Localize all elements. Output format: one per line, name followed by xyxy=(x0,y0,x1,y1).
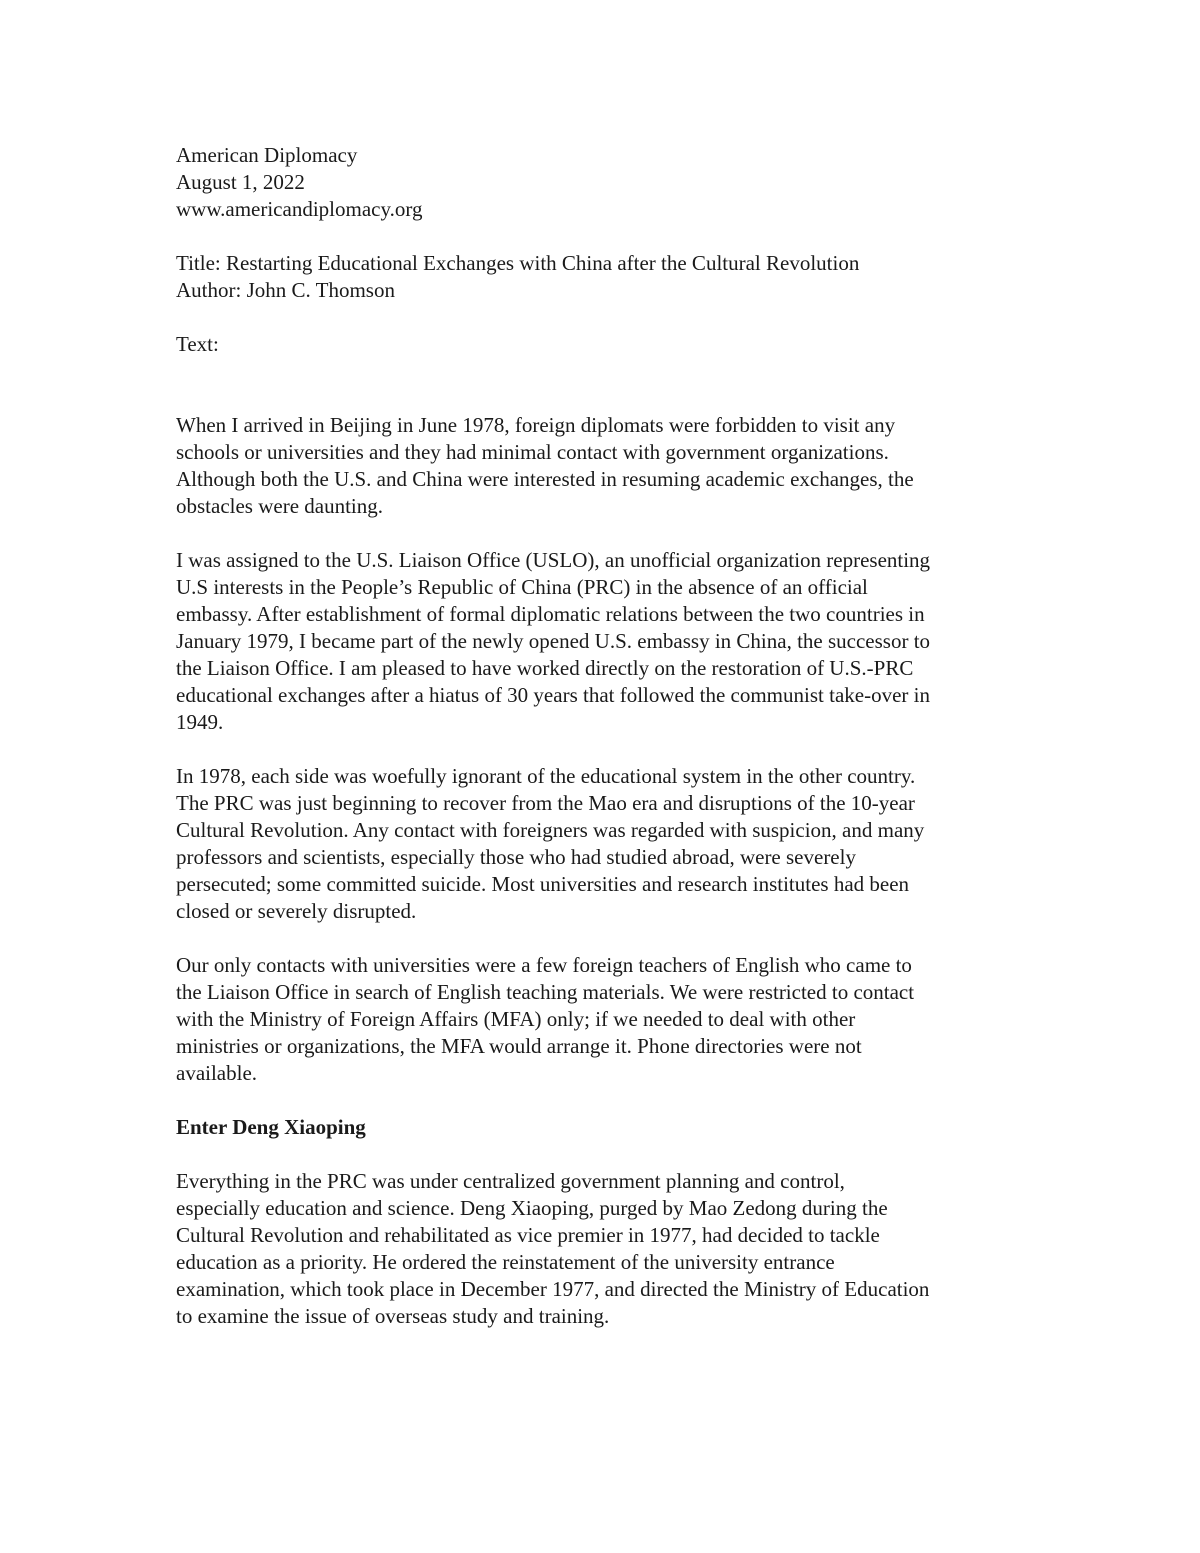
paragraph-line: In 1978, each side was woefully ignorant of the educational system in the other country. xyxy=(176,764,916,788)
paragraph-1 xyxy=(176,412,1036,520)
paragraph-line: the Liaison Office. I am pleased to have worked directly on the restoration of U.S.-PRC xyxy=(176,656,914,680)
paragraph-line: professors and scientists, especially those who had studied abroad, were severely xyxy=(176,845,856,869)
paragraph-line: with the Ministry of Foreign Affairs (MFA) only; if we needed to deal with other xyxy=(176,1007,856,1031)
paragraph-line: embassy. After establishment of formal diplomatic relations between the two countries in xyxy=(176,602,925,626)
paragraph-line: especially education and science. Deng Xiaoping, purged by Mao Zedong during the xyxy=(176,1196,888,1220)
paragraph-line: Cultural Revolution and rehabilitated as vice premier in 1977, had decided to tackle xyxy=(176,1223,880,1247)
text-label: Text: xyxy=(176,332,219,356)
paragraph-line: When I arrived in Beijing in June 1978, foreign diplomats were forbidden to visit any xyxy=(176,413,896,437)
paragraph-line: persecuted; some committed suicide. Most universities and research institutes had been xyxy=(176,872,910,896)
spacer xyxy=(176,304,1036,331)
spacer xyxy=(176,1087,1036,1114)
paragraph-line: available. xyxy=(176,1061,258,1085)
paragraph-line: Cultural Revolution. Any contact with foreigners was regarded with suspicion, and many xyxy=(176,818,925,842)
paragraph-line: 1949. xyxy=(176,710,224,734)
paragraph-line: education as a priority. He ordered the reinstatement of the university entrance xyxy=(176,1250,835,1274)
paragraph-3 xyxy=(176,763,1036,925)
paragraph-line: schools or universities and they had minimal contact with government organizations. xyxy=(176,440,889,464)
paragraph-line: examination, which took place in December 1977, and directed the Ministry of Education xyxy=(176,1277,930,1301)
paragraph-4 xyxy=(176,952,1036,1087)
spacer xyxy=(176,358,1036,412)
paragraph-line: educational exchanges after a hiatus of 30 years that followed the communist take-over in xyxy=(176,683,930,707)
paragraph-line: I was assigned to the U.S. Liaison Office (USLO), an unofficial organization representing xyxy=(176,548,931,572)
meta-block xyxy=(176,250,1036,304)
paragraph-line: U.S interests in the People’s Republic of China (PRC) in the absence of an official xyxy=(176,575,868,599)
section-heading: Enter Deng Xiaoping xyxy=(176,1115,366,1139)
paragraph-line: The PRC was just beginning to recover from the Mao era and disruptions of the 10-year xyxy=(176,791,915,815)
paragraph-line: to examine the issue of overseas study and training. xyxy=(176,1304,610,1328)
paragraph-line: Our only contacts with universities were a few foreign teachers of English who came to xyxy=(176,953,912,977)
publication-date: August 1, 2022 xyxy=(176,170,305,194)
paragraph-5 xyxy=(176,1168,1036,1330)
article-author: Author: John C. Thomson xyxy=(176,278,395,302)
paragraph-line: Everything in the PRC was under centralized government planning and control, xyxy=(176,1169,845,1193)
header-block xyxy=(176,142,1036,223)
paragraph-line: January 1979, I became part of the newly opened U.S. embassy in China, the successor to xyxy=(176,629,931,653)
paragraph-line: Although both the U.S. and China were interested in resuming academic exchanges, the xyxy=(176,467,914,491)
spacer xyxy=(176,736,1036,763)
spacer xyxy=(176,223,1036,250)
publication-name: American Diplomacy xyxy=(176,143,358,167)
paragraph-line: obstacles were daunting. xyxy=(176,494,384,518)
spacer xyxy=(176,925,1036,952)
publication-website: www.americandiplomacy.org xyxy=(176,197,423,221)
paragraph-line: ministries or organizations, the MFA would arrange it. Phone directories were not xyxy=(176,1034,862,1058)
document-content xyxy=(176,142,1036,1330)
paragraph-line: closed or severely disrupted. xyxy=(176,899,417,923)
spacer xyxy=(176,520,1036,547)
article-title: Title: Restarting Educational Exchanges with China after the Cultural Revolution xyxy=(176,251,860,275)
paragraph-2 xyxy=(176,547,1036,736)
paragraph-line: the Liaison Office in search of English teaching materials. We were restricted to contact xyxy=(176,980,915,1004)
spacer xyxy=(176,1141,1036,1168)
